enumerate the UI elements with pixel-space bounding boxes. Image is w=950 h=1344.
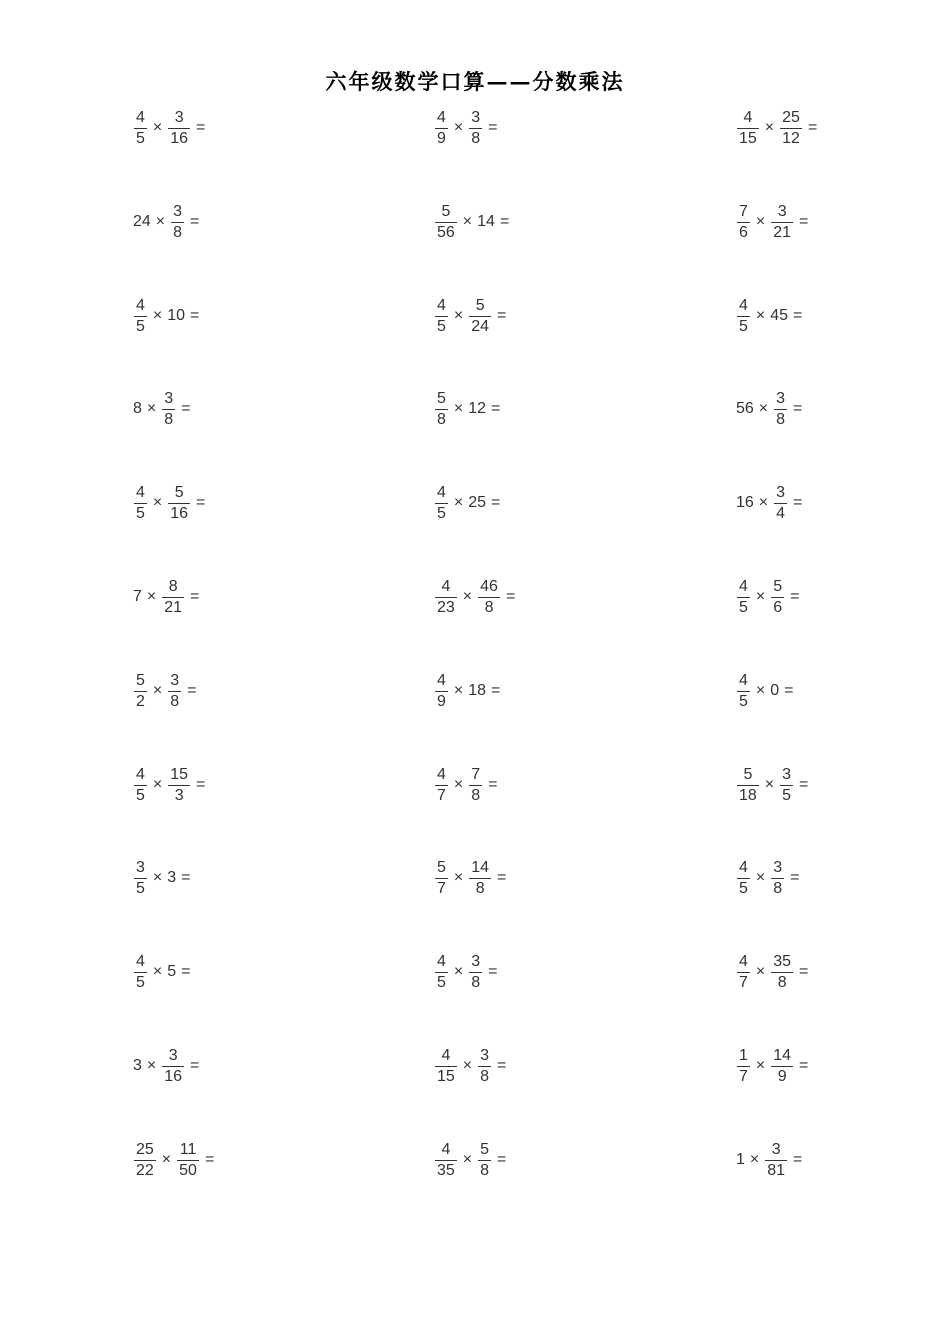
denominator: 8 (164, 410, 174, 428)
problem-r9-c1 (132, 852, 195, 904)
denominator: 8 (471, 786, 481, 804)
denominator: 2 (136, 692, 145, 710)
problem-r11-c1 (132, 1040, 203, 1092)
fraction (134, 858, 147, 899)
denominator: 3 (174, 786, 184, 804)
numerator: 3 (773, 858, 783, 876)
numerator: 3 (782, 765, 792, 783)
numerator: 4 (136, 483, 145, 501)
whole-number: 45 (770, 307, 789, 324)
fraction (737, 671, 750, 712)
numerator: 4 (437, 296, 446, 314)
fraction (435, 483, 448, 524)
fraction (478, 577, 500, 618)
problem-r12-c2 (433, 1134, 510, 1186)
times-sign: × (764, 776, 775, 793)
numerator: 46 (480, 577, 498, 595)
numerator: 4 (739, 577, 748, 595)
numerator: 4 (743, 108, 753, 126)
fraction (134, 296, 147, 337)
problem-r4-c2 (433, 383, 504, 435)
denominator: 8 (170, 692, 180, 710)
numerator: 25 (136, 1140, 154, 1158)
fraction (737, 108, 759, 149)
fraction (737, 952, 750, 993)
denominator: 8 (777, 973, 787, 991)
denominator: 6 (739, 223, 748, 241)
times-sign: × (453, 682, 464, 699)
problem-r2-c2 (433, 196, 513, 248)
denominator: 5 (739, 598, 748, 616)
numerator: 15 (170, 765, 189, 783)
problem-r10-c3 (735, 946, 812, 998)
times-sign: × (453, 869, 464, 886)
problem-r3-c3 (735, 290, 806, 342)
denominator: 22 (136, 1161, 154, 1179)
numerator: 5 (480, 1140, 490, 1158)
equals-sign: = (181, 869, 191, 886)
equals-sign: = (491, 682, 501, 699)
fraction (774, 389, 787, 430)
problem-r3-c1 (132, 290, 203, 342)
denominator: 23 (437, 598, 455, 616)
times-sign: × (755, 682, 766, 699)
numerator: 7 (471, 765, 481, 783)
times-sign: × (161, 1151, 172, 1168)
problem-r2-c3 (735, 196, 812, 248)
fraction (737, 296, 750, 337)
numerator: 4 (441, 1046, 451, 1064)
fraction (469, 952, 482, 993)
fraction (134, 765, 147, 806)
equals-sign: = (196, 119, 206, 136)
equals-sign: = (799, 776, 809, 793)
times-sign: × (755, 213, 766, 230)
whole-number: 8 (133, 400, 142, 417)
equals-sign: = (807, 119, 818, 136)
denominator: 9 (777, 1067, 787, 1085)
fraction (771, 1046, 793, 1087)
denominator: 9 (437, 129, 446, 147)
equals-sign: = (497, 869, 507, 886)
fraction (435, 858, 448, 899)
fraction (771, 577, 784, 618)
times-sign: × (152, 682, 163, 699)
problem-r9-c3 (735, 852, 804, 904)
denominator: 9 (437, 692, 446, 710)
equals-sign: = (505, 588, 516, 605)
problem-r11-c3 (735, 1040, 812, 1092)
numerator: 3 (480, 1046, 490, 1064)
problem-r4-c1 (132, 383, 195, 435)
denominator: 5 (136, 504, 145, 522)
problem-r5-c1 (132, 477, 209, 529)
fraction (134, 1140, 156, 1181)
numerator: 7 (739, 202, 748, 220)
fraction (771, 952, 793, 993)
equals-sign: = (187, 682, 197, 699)
fraction (134, 108, 147, 149)
equals-sign: = (793, 307, 803, 324)
numerator: 35 (773, 952, 792, 970)
numerator: 4 (437, 765, 446, 783)
numerator: 4 (739, 952, 748, 970)
denominator: 5 (739, 317, 748, 335)
equals-sign: = (204, 1151, 215, 1168)
times-sign: × (155, 213, 166, 230)
numerator: 4 (437, 671, 446, 689)
times-sign: × (152, 119, 163, 136)
numerator: 8 (168, 577, 178, 595)
equals-sign: = (793, 400, 803, 417)
denominator: 8 (173, 223, 183, 241)
whole-number: 10 (167, 307, 186, 324)
equals-sign: = (190, 307, 200, 324)
whole-number: 25 (468, 494, 487, 511)
times-sign: × (453, 307, 464, 324)
times-sign: × (755, 307, 766, 324)
denominator: 21 (164, 598, 183, 616)
problem-r6-c1 (132, 571, 203, 623)
problem-r8-c2 (433, 759, 502, 811)
whole-number: 0 (770, 682, 780, 699)
denominator: 5 (437, 317, 446, 335)
problem-r8-c1 (132, 759, 209, 811)
denominator: 7 (437, 786, 446, 804)
whole-number: 56 (736, 400, 754, 417)
denominator: 35 (437, 1161, 455, 1179)
fraction (168, 108, 190, 149)
problem-r7-c2 (433, 665, 504, 717)
denominator: 5 (136, 317, 145, 335)
denominator: 5 (739, 879, 748, 897)
denominator: 21 (773, 223, 792, 241)
numerator: 4 (739, 296, 748, 314)
denominator: 5 (437, 973, 446, 991)
whole-number: 3 (167, 869, 177, 886)
times-sign: × (152, 963, 163, 980)
fraction (771, 858, 784, 899)
numerator: 4 (739, 671, 748, 689)
equals-sign: = (196, 776, 206, 793)
problem-r6-c2 (433, 571, 519, 623)
numerator: 3 (170, 671, 180, 689)
denominator: 18 (739, 786, 757, 804)
problem-r12-c3 (735, 1134, 806, 1186)
whole-number: 3 (133, 1057, 142, 1074)
fraction (435, 108, 448, 149)
page-title: 六年级数学口算——分数乘法 (325, 69, 625, 94)
numerator: 14 (471, 858, 490, 876)
denominator: 8 (475, 879, 485, 897)
whole-number: 14 (477, 213, 495, 230)
times-sign: × (453, 776, 464, 793)
problem-r1-c3 (735, 102, 821, 154)
denominator: 16 (170, 504, 189, 522)
fraction (162, 1046, 184, 1087)
times-sign: × (462, 1151, 473, 1168)
numerator: 4 (437, 952, 446, 970)
denominator: 7 (739, 1067, 748, 1085)
numerator: 3 (168, 1046, 178, 1064)
equals-sign: = (190, 213, 200, 230)
times-sign: × (146, 400, 157, 417)
numerator: 3 (174, 108, 184, 126)
fraction (435, 952, 448, 993)
times-sign: × (453, 494, 464, 511)
times-sign: × (462, 588, 473, 605)
fraction (765, 1140, 787, 1181)
denominator: 7 (437, 879, 446, 897)
fraction (171, 202, 184, 243)
fraction (435, 1046, 457, 1087)
numerator: 5 (136, 671, 145, 689)
numerator: 4 (739, 858, 748, 876)
fraction (162, 577, 184, 618)
numerator: 4 (441, 1140, 451, 1158)
fraction (737, 1046, 750, 1087)
times-sign: × (453, 963, 464, 980)
numerator: 5 (437, 389, 446, 407)
denominator: 4 (776, 504, 786, 522)
times-sign: × (462, 213, 473, 230)
problem-r10-c2 (433, 946, 502, 998)
denominator: 81 (767, 1161, 786, 1179)
whole-number: 12 (468, 400, 487, 417)
whole-number: 1 (736, 1151, 745, 1168)
denominator: 5 (136, 879, 145, 897)
whole-number: 24 (133, 213, 151, 230)
fraction (737, 577, 750, 618)
times-sign: × (152, 776, 163, 793)
times-sign: × (749, 1151, 760, 1168)
fraction (478, 1140, 491, 1181)
fraction (435, 577, 457, 618)
numerator: 3 (164, 389, 174, 407)
denominator: 8 (471, 973, 481, 991)
denominator: 6 (773, 598, 783, 616)
fraction (134, 483, 147, 524)
numerator: 5 (475, 296, 485, 314)
equals-sign: = (499, 213, 510, 230)
fraction (435, 202, 457, 243)
fraction (435, 296, 448, 337)
numerator: 14 (773, 1046, 792, 1064)
equals-sign: = (190, 588, 200, 605)
numerator: 4 (136, 108, 145, 126)
problem-r5-c3 (735, 477, 806, 529)
denominator: 5 (136, 129, 145, 147)
denominator: 5 (739, 692, 748, 710)
numerator: 5 (441, 202, 451, 220)
equals-sign: = (799, 1057, 809, 1074)
numerator: 5 (174, 483, 184, 501)
numerator: 4 (136, 296, 145, 314)
times-sign: × (152, 494, 163, 511)
equals-sign: = (790, 588, 800, 605)
fraction (780, 108, 802, 149)
fraction (737, 202, 750, 243)
numerator: 3 (173, 202, 183, 220)
times-sign: × (764, 119, 775, 136)
problem-r3-c2 (433, 290, 510, 342)
equals-sign: = (488, 963, 498, 980)
times-sign: × (755, 1057, 766, 1074)
numerator: 4 (437, 483, 446, 501)
denominator: 5 (136, 973, 145, 991)
equals-sign: = (491, 400, 501, 417)
problem-r9-c2 (433, 852, 510, 904)
fraction (168, 765, 190, 806)
equals-sign: = (497, 1057, 507, 1074)
numerator: 1 (739, 1046, 748, 1064)
times-sign: × (755, 869, 766, 886)
denominator: 15 (739, 129, 757, 147)
fraction (780, 765, 793, 806)
denominator: 12 (782, 129, 800, 147)
denominator: 7 (739, 973, 748, 991)
problem-r12-c1 (132, 1134, 218, 1186)
numerator: 4 (136, 952, 145, 970)
times-sign: × (152, 869, 163, 886)
equals-sign: = (181, 400, 191, 417)
whole-number: 16 (736, 494, 754, 511)
times-sign: × (755, 963, 766, 980)
denominator: 16 (164, 1067, 183, 1085)
whole-number: 18 (468, 682, 487, 699)
times-sign: × (755, 588, 766, 605)
fraction (435, 389, 448, 430)
fraction (737, 858, 750, 899)
whole-number: 7 (133, 588, 142, 605)
denominator: 5 (136, 786, 145, 804)
denominator: 8 (471, 129, 481, 147)
denominator: 56 (437, 223, 455, 241)
problem-r2-c1 (132, 196, 203, 248)
numerator: 3 (771, 1140, 781, 1158)
fraction (162, 389, 175, 430)
times-sign: × (453, 400, 464, 417)
denominator: 8 (773, 879, 783, 897)
problem-r7-c3 (735, 665, 798, 717)
problem-r11-c2 (433, 1040, 510, 1092)
times-sign: × (758, 494, 769, 511)
numerator: 5 (773, 577, 783, 595)
fraction (435, 1140, 457, 1181)
times-sign: × (462, 1057, 473, 1074)
equals-sign: = (497, 307, 507, 324)
denominator: 24 (471, 317, 490, 335)
fraction (469, 296, 491, 337)
denominator: 8 (437, 410, 446, 428)
fraction (737, 765, 759, 806)
fraction (168, 671, 181, 712)
numerator: 3 (776, 483, 786, 501)
equals-sign: = (799, 963, 809, 980)
fraction (435, 765, 448, 806)
fraction (177, 1140, 199, 1181)
equals-sign: = (793, 494, 803, 511)
numerator: 4 (441, 577, 451, 595)
times-sign: × (146, 588, 157, 605)
equals-sign: = (784, 682, 794, 699)
equals-sign: = (190, 1057, 200, 1074)
numerator: 4 (136, 765, 145, 783)
denominator: 16 (170, 129, 189, 147)
whole-number: 5 (167, 963, 177, 980)
numerator: 3 (471, 952, 481, 970)
problem-r5-c2 (433, 477, 504, 529)
equals-sign: = (196, 494, 206, 511)
denominator: 8 (480, 1161, 490, 1179)
fraction (435, 671, 448, 712)
problem-r6-c3 (735, 571, 804, 623)
fraction (168, 483, 190, 524)
fraction (469, 858, 491, 899)
equals-sign: = (181, 963, 191, 980)
equals-sign: = (790, 869, 800, 886)
problem-r7-c1 (132, 665, 201, 717)
times-sign: × (758, 400, 769, 417)
times-sign: × (146, 1057, 157, 1074)
numerator: 25 (782, 108, 800, 126)
denominator: 50 (179, 1161, 197, 1179)
equals-sign: = (799, 213, 809, 230)
denominator: 8 (484, 598, 494, 616)
fraction (134, 952, 147, 993)
numerator: 3 (136, 858, 145, 876)
equals-sign: = (488, 119, 498, 136)
numerator: 11 (179, 1140, 197, 1158)
denominator: 8 (480, 1067, 490, 1085)
problem-r10-c1 (132, 946, 195, 998)
denominator: 5 (437, 504, 446, 522)
numerator: 5 (437, 858, 446, 876)
problem-r1-c1 (132, 102, 209, 154)
numerator: 5 (743, 765, 753, 783)
numerator: 4 (437, 108, 446, 126)
problem-r8-c3 (735, 759, 812, 811)
equals-sign: = (488, 776, 498, 793)
equals-sign: = (497, 1151, 507, 1168)
fraction (469, 108, 482, 149)
equals-sign: = (793, 1151, 803, 1168)
problem-r1-c2 (433, 102, 502, 154)
numerator: 3 (777, 202, 787, 220)
denominator: 15 (437, 1067, 455, 1085)
fraction (478, 1046, 491, 1087)
equals-sign: = (491, 494, 501, 511)
fraction (469, 765, 482, 806)
numerator: 3 (471, 108, 481, 126)
times-sign: × (152, 307, 163, 324)
fraction (134, 671, 147, 712)
times-sign: × (453, 119, 464, 136)
numerator: 3 (776, 389, 786, 407)
problem-r4-c3 (735, 383, 806, 435)
denominator: 5 (782, 786, 792, 804)
fraction (774, 483, 787, 524)
denominator: 8 (776, 410, 786, 428)
fraction (771, 202, 793, 243)
